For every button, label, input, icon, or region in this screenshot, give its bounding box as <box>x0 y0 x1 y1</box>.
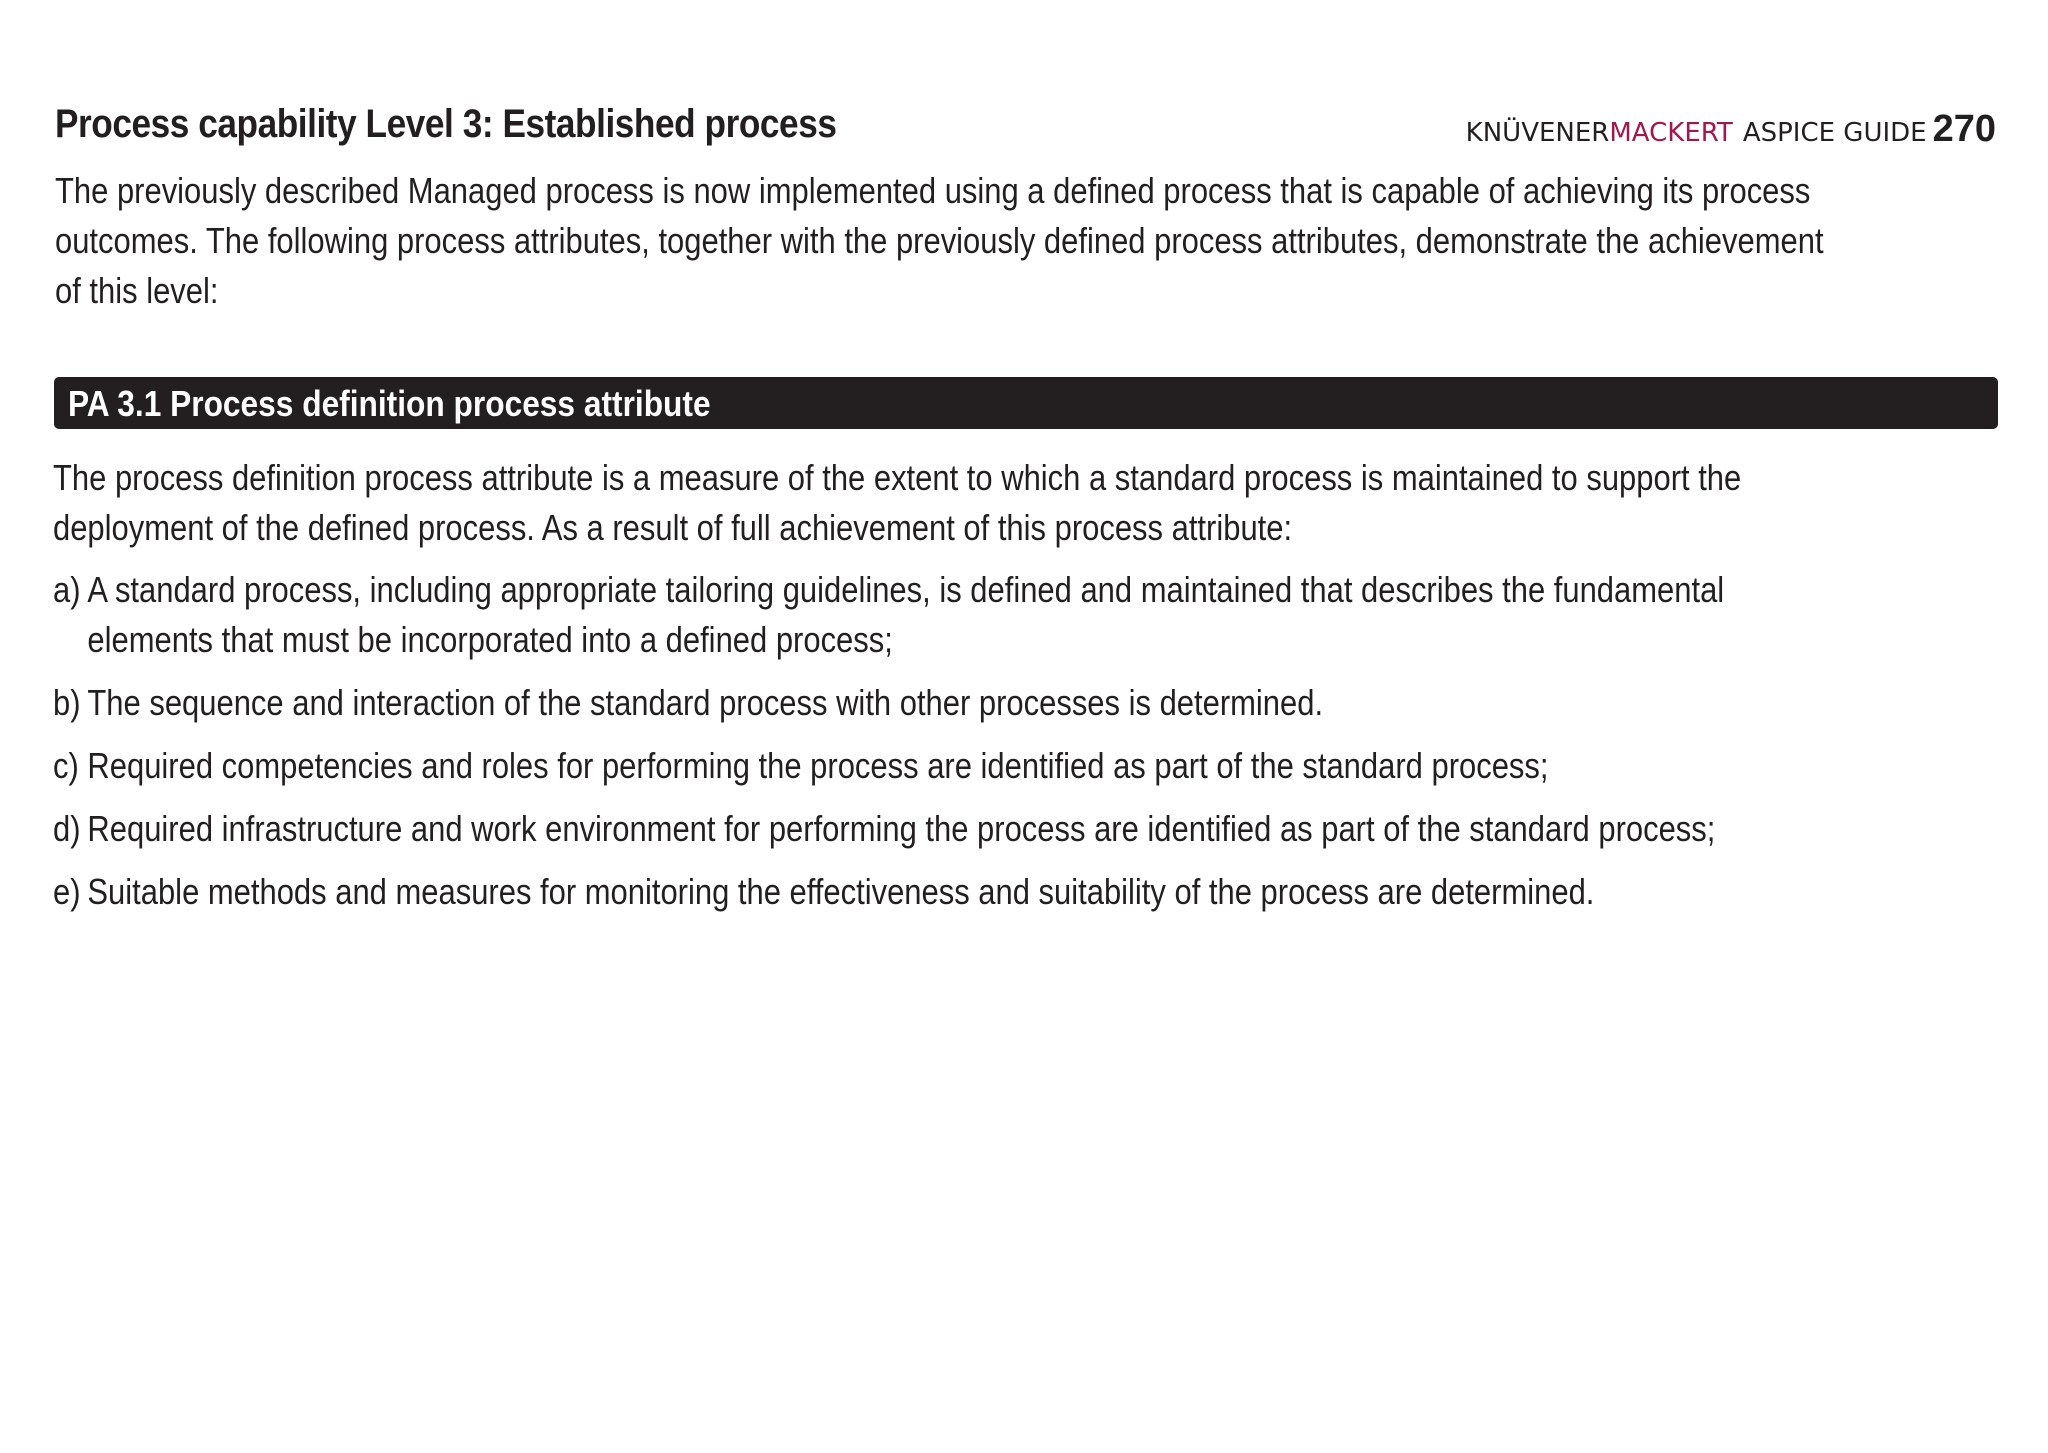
list-item <box>53 565 2031 665</box>
description-line: deployment of the defined process. As a result of full achievement of this process attribute: <box>53 507 1293 548</box>
list-item-line: A standard process, including appropriate tailoring guidelines, is defined and maintained that describes the fundamental <box>87 569 1725 610</box>
list-item-text <box>87 741 1548 791</box>
brand-name-part1: KNÜVENER <box>1465 118 1610 148</box>
list-item-line: The sequence and interaction of the standard process with other processes is determined. <box>87 682 1324 723</box>
list-item-text <box>87 678 1323 728</box>
section-description <box>53 453 1945 553</box>
list-item-line: Required competencies and roles for performing the process are identified as part of the standard process; <box>87 745 1549 786</box>
brand-name-part2: MACKERT <box>1609 118 1733 148</box>
list-item-line: Required infrastructure and work environment for performing the process are identified as part of the standard process; <box>87 808 1716 849</box>
intro-line: outcomes. The following process attributes, together with the previously defined process attributes, demonstrate the achievement <box>55 220 1824 261</box>
list-item <box>53 678 2031 728</box>
list-item <box>53 741 2031 791</box>
list-marker: c) <box>53 745 79 786</box>
page-number: 270 <box>1932 108 1996 150</box>
list-item-text <box>87 565 1724 665</box>
list-item <box>53 867 2031 917</box>
list-item-text <box>87 867 1594 917</box>
outcome-list <box>53 565 2031 930</box>
list-item-line: elements that must be incorporated into a defined process; <box>87 619 893 660</box>
list-item <box>53 804 2031 854</box>
description-line: The process definition process attribute is a measure of the extent to which a standard process is maintained to support the <box>53 457 1742 498</box>
list-marker: b) <box>53 682 81 723</box>
list-marker: a) <box>53 569 81 610</box>
brand-header <box>1466 108 1996 151</box>
page-title: Process capability Level 3: Established process <box>55 102 837 146</box>
section-heading-bar <box>54 377 1998 429</box>
list-item-line: Suitable methods and measures for monitoring the effectiveness and suitability of the process are determined. <box>87 871 1595 912</box>
list-item-text <box>87 804 1715 854</box>
section-title: PA 3.1 Process definition process attribute <box>68 383 711 424</box>
intro-line: of this level: <box>55 270 219 311</box>
brand-guide-label: ASPICE GUIDE <box>1742 118 1927 148</box>
list-marker: e) <box>53 871 81 912</box>
list-marker: d) <box>53 808 81 849</box>
intro-paragraph <box>55 166 1947 316</box>
intro-line: The previously described Managed process is now implemented using a defined process that is capable of achieving its process <box>55 170 1811 211</box>
